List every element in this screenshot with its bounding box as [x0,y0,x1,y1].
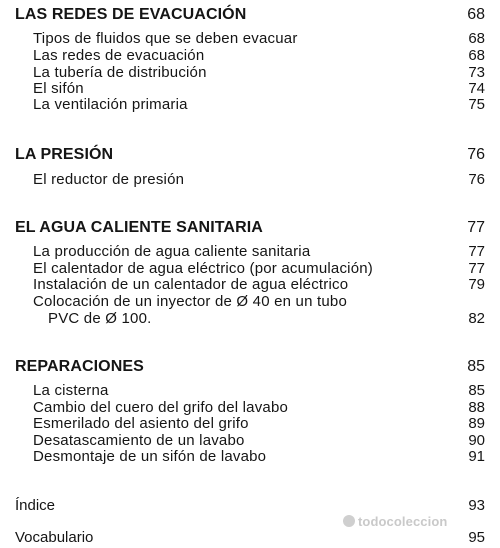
toc-heading-label: LA PRESIÓN [15,146,114,163]
toc-entry-label: La producción de agua caliente sanitaria [33,243,311,260]
toc-heading-label: EL AGUA CALIENTE SANITARIA [15,219,263,236]
toc-heading-label: REPARACIONES [15,358,144,375]
toc-entry-label: Vocabulario [15,529,94,546]
toc-entry-label: Desmontaje de un sifón de lavabo [33,448,267,465]
toc-entry-page: 77 [468,243,485,260]
toc-entry-page: 93 [468,497,485,514]
toc-entry-label: Cambio del cuero del grifo del lavabo [33,399,289,416]
toc-heading-page: 76 [467,146,485,163]
toc-entry [0,447,500,467]
toc-entry-label: Instalación de un calentador de agua eléctrico [33,276,349,293]
toc-entry-page: 91 [468,448,485,465]
toc-entry-page: 85 [468,382,485,399]
toc-heading-presion [0,145,500,165]
toc-entry-label: La tubería de distribución [33,64,207,81]
toc-entry-page: 76 [468,171,485,188]
toc-entry-page: 89 [468,415,485,432]
toc-entry-label: El reductor de presión [33,171,185,188]
toc-entry-label: Colocación de un inyector de Ø 40 en un tubo [33,293,348,310]
toc-entry-label: El sifón [33,80,84,97]
toc-entry-page: 74 [468,80,485,97]
toc-entry-label: Esmerilado del asiento del grifo [33,415,249,432]
toc-entry-vocabulario [0,528,500,548]
watermark [343,513,447,531]
toc-heading-redes [0,5,500,25]
toc-entry-page: 68 [468,47,485,64]
toc-entry-page: 68 [468,30,485,47]
toc-heading-reparaciones [0,357,500,377]
toc-entry-page: 82 [468,310,485,327]
toc-entry [0,170,500,190]
toc-entry-label: La cisterna [33,382,109,399]
toc-entry [0,95,500,115]
toc-entry-label: Índice [15,497,56,514]
toc-entry-label: El calentador de agua eléctrico (por acumulación) [33,260,373,277]
toc-heading-agua [0,218,500,238]
toc-entry-page: 88 [468,399,485,416]
toc-entry-page: 77 [468,260,485,277]
toc-entry-page: 73 [468,64,485,81]
toc-entry-label: PVC de Ø 100. [48,310,152,327]
toc-heading-label: LAS REDES DE EVACUACIÓN [15,6,247,23]
toc-entry-label: Las redes de evacuación [33,47,205,64]
toc-entry-page: 75 [468,96,485,113]
watermark-text: todocoleccion [358,514,448,529]
toc-entry-label: Tipos de fluidos que se deben evacuar [33,30,298,47]
toc-heading-page: 77 [467,219,485,236]
toc-heading-page: 68 [467,6,485,23]
toc-entry [0,309,500,329]
toc-entry-page: 90 [468,432,485,449]
toc-entry-label: La ventilación primaria [33,96,188,113]
toc-heading-page: 85 [467,358,485,375]
watermark-logo-icon [343,515,355,527]
toc-entry-page: 79 [468,276,485,293]
toc-entry-label: Desatascamiento de un lavabo [33,432,245,449]
toc-entry-page: 95 [468,529,485,546]
